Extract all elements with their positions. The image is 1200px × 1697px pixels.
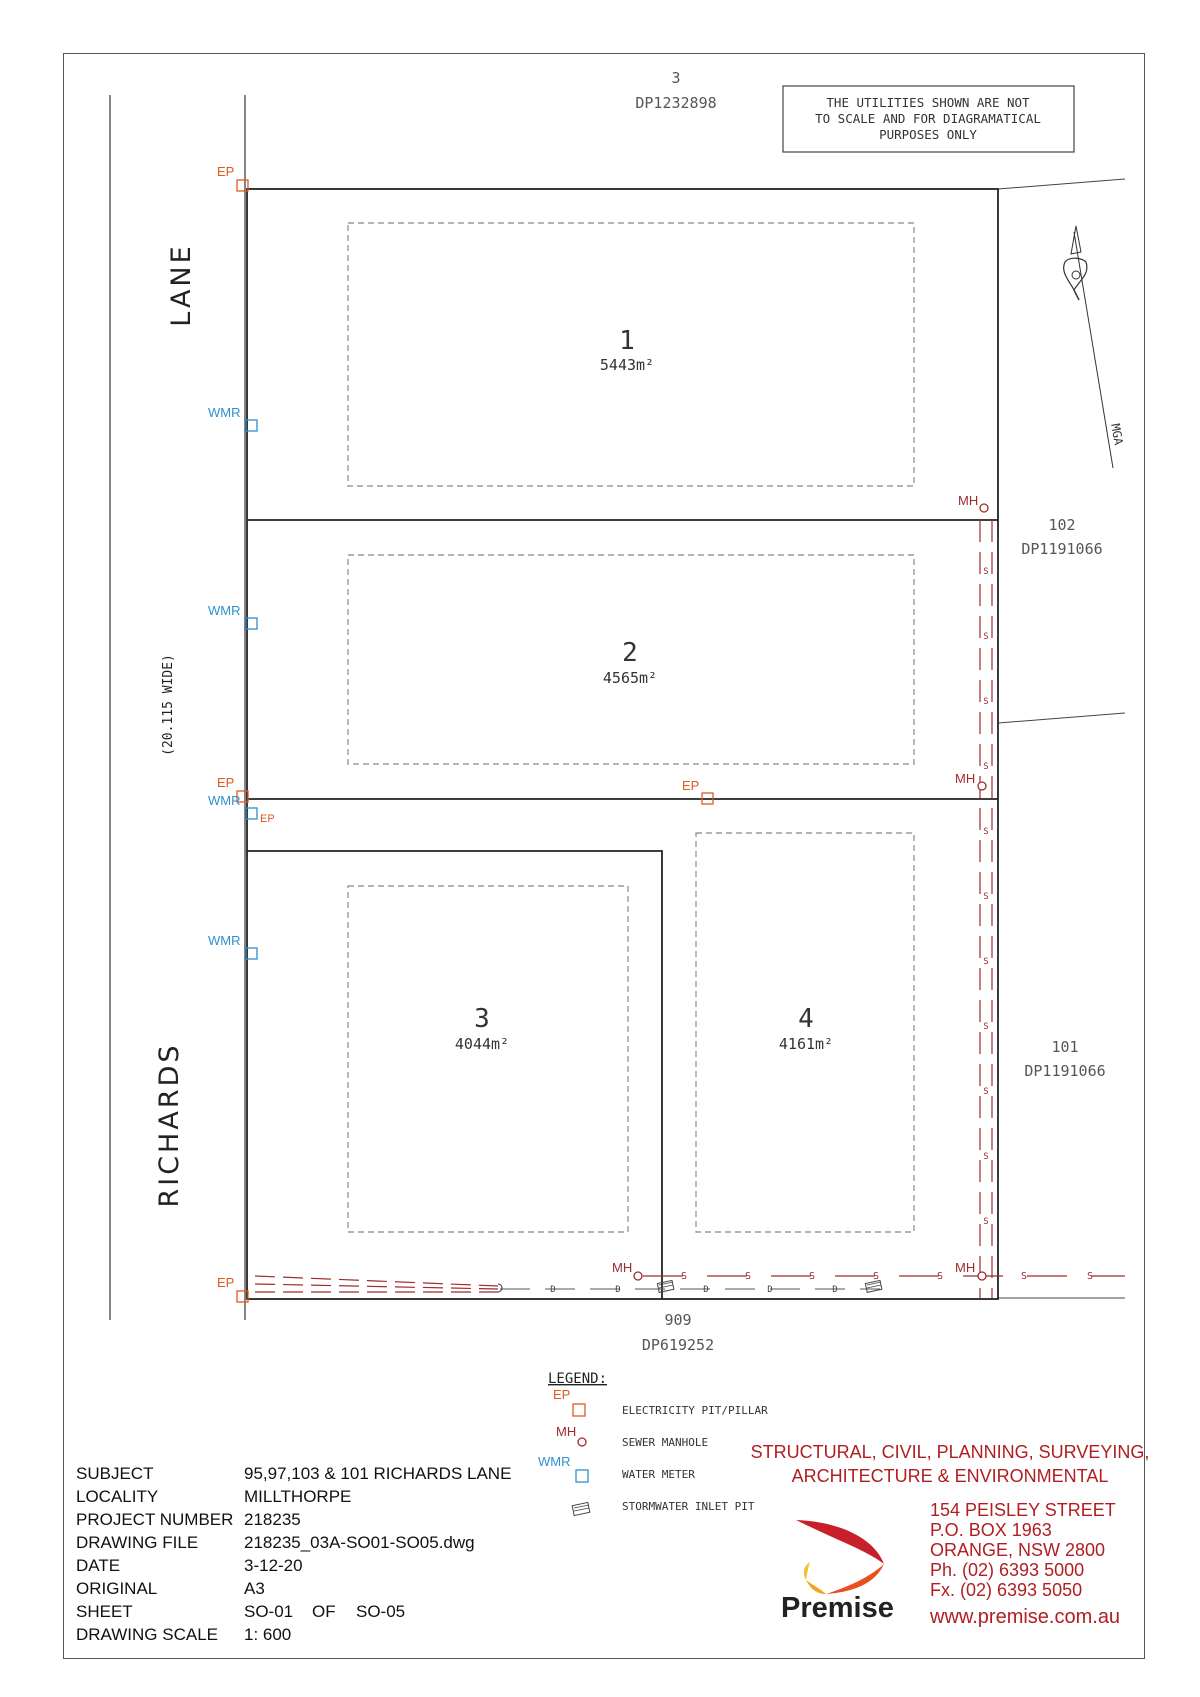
- sewer-markers-east: [983, 567, 988, 1227]
- legend-stormwater-label: STORMWATER INLET PIT: [622, 1500, 755, 1513]
- lot-1-area: 5443m²: [599, 356, 655, 374]
- sewer-connection-lines: [255, 1276, 498, 1292]
- info-row-original: [76, 1577, 511, 1600]
- info-value: A3: [244, 1579, 265, 1598]
- adjoining-boundary-line: [998, 179, 1125, 189]
- info-label: LOCALITY: [76, 1487, 159, 1506]
- info-row-locality: [76, 1485, 511, 1508]
- electricity-pit-label: EP: [682, 778, 700, 793]
- info-value: 218235_03A-SO01-SO05.dwg: [244, 1533, 475, 1552]
- adjoining-dp-909: DP619252: [641, 1336, 715, 1354]
- address-line: 154 PEISLEY STREET: [930, 1500, 1116, 1520]
- sewer-manhole-label: MH: [612, 1260, 633, 1275]
- sewer-marker: S: [744, 1271, 752, 1282]
- sewer-marker: S: [983, 957, 989, 967]
- north-arrow-label: MGA: [1108, 422, 1126, 447]
- address-line: P.O. BOX 1963: [930, 1520, 1052, 1540]
- sewer-marker: S: [808, 1271, 816, 1282]
- road-name-top: LANE: [166, 243, 197, 327]
- sewer-marker: S: [983, 1022, 989, 1032]
- road-width-note: (20.115 WIDE): [161, 654, 176, 756]
- legend-electricity-pit-icon: [573, 1404, 585, 1416]
- north-arrow-icon: [1064, 226, 1113, 468]
- info-value: 1: 600: [244, 1625, 292, 1644]
- info-label: DRAWING FILE: [76, 1533, 199, 1552]
- sewer-manhole-icon: [980, 504, 988, 512]
- sewer-marker: S: [1086, 1271, 1094, 1282]
- adjoining-lot-101: 101: [1051, 1038, 1079, 1056]
- drain-marker: D: [550, 1285, 556, 1295]
- company-services: [740, 1440, 1160, 1488]
- sheet-number: SO-01: [244, 1602, 294, 1621]
- address-line: Fx. (02) 6393 5050: [930, 1580, 1083, 1600]
- stormwater-pit-icon: [657, 1280, 674, 1292]
- sewer-marker: S: [680, 1271, 688, 1282]
- water-meter-label: WMR: [208, 933, 241, 948]
- sewer-marker: S: [872, 1271, 880, 1282]
- legend-stormwater-pit-icon: [572, 1502, 590, 1515]
- info-value-group: [244, 1600, 405, 1623]
- sewer-marker: S: [983, 1087, 989, 1097]
- lot-1-number: 1: [619, 326, 635, 356]
- electricity-pit-label: EP: [217, 775, 235, 790]
- sewer-manhole-label: MH: [955, 1260, 976, 1275]
- info-row-subject: [76, 1462, 511, 1485]
- info-value: MILLTHORPE: [244, 1487, 352, 1506]
- services-line-2: ARCHITECTURE & ENVIRONMENTAL: [791, 1466, 1109, 1486]
- lot-4-number: 4: [798, 1004, 814, 1034]
- info-row-scale: [76, 1623, 511, 1646]
- info-row-sheet: [76, 1600, 511, 1623]
- adjoining-dp-3: DP1232898: [635, 94, 717, 112]
- info-row-file: [76, 1531, 511, 1554]
- legend-title: LEGEND:: [548, 1371, 608, 1387]
- adjoining-dp-102: DP1191066: [1021, 540, 1103, 558]
- sewer-marker: S: [983, 892, 989, 902]
- drain-marker: D: [832, 1285, 838, 1295]
- notice-line-1: THE UTILITIES SHOWN ARE NOT: [826, 95, 1030, 110]
- drain-markers: [550, 1285, 837, 1295]
- info-value: 95,97,103 & 101 RICHARDS LANE: [244, 1464, 512, 1483]
- sewer-manhole-label: MH: [958, 493, 979, 508]
- legend-sewer-manhole-icon: [578, 1438, 586, 1446]
- info-label: DATE: [76, 1556, 121, 1575]
- adjoining-dp-101: DP1191066: [1024, 1062, 1106, 1080]
- sewer-marker: S: [983, 762, 989, 772]
- info-value: 3-12-20: [244, 1556, 303, 1575]
- info-value: 218235: [244, 1510, 301, 1529]
- water-meter-label: WMR: [208, 603, 241, 618]
- sewer-marker: S: [1020, 1271, 1028, 1282]
- adjoining-boundary-line: [998, 713, 1125, 723]
- sewer-marker: S: [983, 827, 989, 837]
- water-meter-label: WMR: [208, 405, 241, 420]
- info-label: ORIGINAL: [76, 1579, 158, 1598]
- lot-4-area: 4161m²: [778, 1035, 834, 1053]
- legend-ep-label: ELECTRICITY PIT/PILLAR: [622, 1404, 768, 1417]
- premise-logo-text: Premise: [781, 1592, 894, 1624]
- sewer-manhole-icon: [978, 1272, 986, 1280]
- lot-3-area: 4044m²: [454, 1035, 510, 1053]
- company-website[interactable]: www.premise.com.au: [930, 1606, 1121, 1628]
- legend-water-meter-icon: [576, 1470, 588, 1482]
- stormwater-pit-icon: [865, 1280, 882, 1292]
- info-label: PROJECT NUMBER: [76, 1510, 234, 1529]
- road-name-bottom: RICHARDS: [154, 1042, 185, 1208]
- company-address: [930, 1500, 1116, 1600]
- title-block: [76, 1462, 511, 1646]
- drain-marker: D: [615, 1285, 621, 1295]
- drain-outlet-icon: [498, 1284, 502, 1292]
- legend-mh-label: SEWER MANHOLE: [622, 1436, 709, 1449]
- drain-marker: D: [703, 1285, 709, 1295]
- sewer-marker: S: [983, 567, 989, 577]
- sewer-marker: S: [983, 697, 989, 707]
- legend-ep-symbol: EP: [553, 1387, 571, 1402]
- address-line: Ph. (02) 6393 5000: [930, 1560, 1085, 1580]
- address-line: ORANGE, NSW 2800: [930, 1540, 1106, 1560]
- info-label: DRAWING SCALE: [76, 1625, 219, 1644]
- sheet-of: OF: [312, 1602, 336, 1621]
- legend-mh-symbol: MH: [556, 1424, 577, 1439]
- sewer-manhole-label: MH: [955, 771, 976, 786]
- notice-line-3: PURPOSES ONLY: [879, 127, 977, 142]
- electricity-pit-label: EP: [260, 813, 275, 825]
- info-label: SUBJECT: [76, 1464, 154, 1483]
- info-row-project: [76, 1508, 511, 1531]
- sewer-manhole-icon: [634, 1272, 642, 1280]
- adjoining-lot-102: 102: [1048, 516, 1076, 534]
- legend-wmr-label: WATER METER: [622, 1468, 695, 1481]
- legend-wmr-symbol: WMR: [538, 1454, 571, 1469]
- sheet-total: SO-05: [356, 1602, 406, 1621]
- notice-line-2: TO SCALE AND FOR DIAGRAMATICAL: [815, 111, 1041, 126]
- water-meter-label: WMR: [208, 793, 241, 808]
- adjoining-lot-3: 3: [671, 69, 681, 87]
- electricity-pit-label: EP: [217, 164, 235, 179]
- sewer-marker: S: [983, 632, 989, 642]
- services-line-1: STRUCTURAL, CIVIL, PLANNING, SURVEYING,: [750, 1442, 1150, 1462]
- info-label: SHEET: [76, 1602, 133, 1621]
- lot-2-number: 2: [622, 638, 638, 668]
- sewer-manhole-icon: [978, 782, 986, 790]
- sewer-marker: S: [936, 1271, 944, 1282]
- building-envelope-lot-3: [348, 886, 628, 1232]
- info-row-date: [76, 1554, 511, 1577]
- lot-2-area: 4565m²: [602, 669, 658, 687]
- sewer-marker: S: [983, 1217, 989, 1227]
- electricity-pit-label: EP: [217, 1275, 235, 1290]
- lot-3-number: 3: [474, 1004, 490, 1034]
- drain-marker: D: [767, 1285, 773, 1295]
- adjoining-lot-909: 909: [664, 1311, 692, 1329]
- sewer-marker: S: [983, 1152, 989, 1162]
